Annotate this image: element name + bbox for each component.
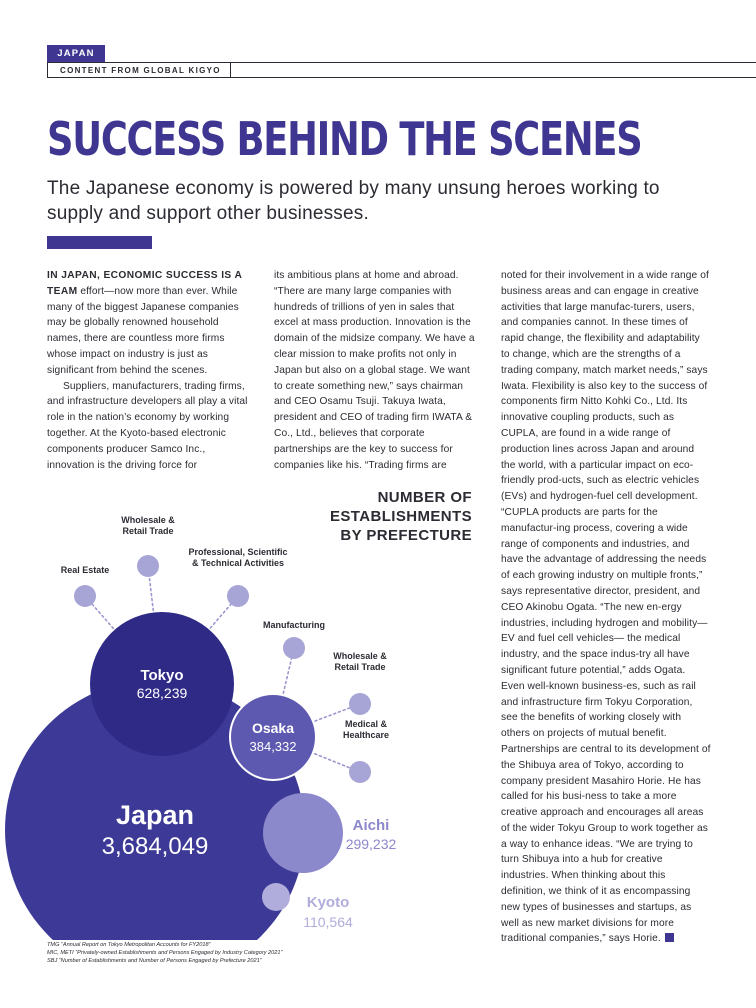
- bubble-label-osaka: Osaka: [251, 720, 295, 736]
- bubble-label-japan: Japan: [115, 800, 195, 830]
- end-mark: [665, 933, 674, 942]
- industry-label: Healthcare: [342, 730, 390, 740]
- paragraph-3: its ambitious plans at home and abroad. “There are many large companies with hundreds of trillions of yen in sales that excel at mass production. Innovation is the domain of the midsize company. We have a clear mission to make profits not only in Japan but also on a global stage. We want to create something new,” says chairman and CEO Osamu Tsuji. Takuya Iwata, president and CEO of trading firm IWATA & Co., Ltd., believes that corporate partnerships are the key to success for companies like his. “Trading firms are: [274, 270, 475, 471]
- footnote-1: TMG “Annual Report on Tokyo Metropolitan Accounts for FY2018”: [47, 942, 211, 948]
- footnotes: [47, 941, 367, 965]
- footnote-2: MIC, METI “Privately-owned Establishments and Persons Engaged by Industry Category 2021”: [47, 950, 283, 956]
- bubble-tokyo: [90, 612, 234, 756]
- bubble-label-tokyo: Tokyo: [140, 667, 184, 684]
- chart-title-line-2: ESTABLISHMENTS: [330, 508, 472, 525]
- bubble-kyoto: [262, 883, 290, 911]
- connector-line: [210, 604, 230, 628]
- industry-dot: [74, 585, 96, 607]
- bubble-label-aichi: Aichi: [352, 817, 390, 834]
- industry-label: & Technical Activities: [191, 558, 285, 568]
- industry-label: Professional, Scientific: [188, 547, 288, 557]
- lead-in: IN JAPAN, ECONOMIC SUCCESS IS A TEAM: [47, 270, 242, 297]
- bubble-chart: [0, 500, 490, 940]
- industry-label: Real Estate: [60, 565, 110, 575]
- industry-dot: [227, 585, 249, 607]
- bubble-value-tokyo: 628,239: [136, 685, 188, 701]
- page-title: SUCCESS BEHIND THE SCENES: [47, 112, 642, 166]
- connector-line: [315, 754, 350, 768]
- article-column-3: [501, 268, 711, 947]
- chart-title-line-3: BY PREFECTURE: [340, 527, 472, 544]
- accent-bar: [47, 236, 152, 249]
- bubble-value-kyoto: 110,564: [303, 914, 353, 930]
- paragraph-1: [47, 268, 252, 379]
- bubble-value-aichi: 299,232: [345, 836, 397, 852]
- industry-label: Medical &: [344, 719, 388, 729]
- chart-title-line-1: NUMBER OF: [377, 489, 472, 506]
- industry-dot: [137, 555, 159, 577]
- bubble-aichi: [263, 793, 343, 873]
- bubble-value-japan: 3,684,049: [101, 833, 209, 860]
- paragraph-2: Suppliers, manufacturers, trading firms, and infrastructure developers all play a vital role in the nation’s economy by working together. At the Kyoto-based electronic components producer Samco Inc., innovation is the driving force for: [47, 380, 248, 471]
- bubble-value-osaka: 384,332: [249, 739, 297, 754]
- industry-dot: [349, 761, 371, 783]
- industry-dot: [283, 637, 305, 659]
- header-rule-lower: [231, 77, 756, 78]
- industry-label: Wholesale &: [121, 515, 175, 525]
- connector-line: [92, 604, 113, 628]
- article-deck: The Japanese economy is powered by many unsung heroes working to supply and support other businesses.: [47, 178, 660, 224]
- article-column-2: [274, 268, 479, 473]
- section-tag: JAPAN: [47, 45, 105, 62]
- footnote-3: SBJ “Number of Establishments and Number of Persons Engaged by Prefecture 2021”: [47, 958, 262, 964]
- paragraph-4: [501, 268, 711, 947]
- bubble-label-kyoto: Kyoto: [306, 894, 350, 911]
- paragraph-1-text: effort—now more than ever. While many of the biggest Japanese companies may be globally renowned household names, there are countless more firms whose impact on industry is just as significant from behind the scenes.: [47, 285, 239, 376]
- connector-line: [283, 659, 291, 693]
- article-column-1: [47, 268, 252, 473]
- industry-label: Retail Trade: [122, 526, 174, 536]
- industry-label: Retail Trade: [334, 662, 386, 672]
- industry-label: Wholesale &: [333, 651, 387, 661]
- sponsor-label: CONTENT FROM GLOBAL KIGYO: [47, 62, 231, 78]
- industry-dot: [349, 693, 371, 715]
- connector-line: [149, 577, 153, 611]
- industry-label: Manufacturing: [263, 620, 325, 630]
- paragraph-4-text: noted for their involvement in a wide range of business areas and can engage in creative activities that large manufac-turers, users, and companies cannot. In these times of rapid change, the flexibility and adaptability to change, which are the strengths of a trading company, match market needs,” says Iwata. Flexibility is also key to the success of components firm Nitto Kohki Co., Ltd. Its innovative coupling products, such as CUPLA, are found in a wide range of production lines across Japan and around the world, with a particular impact on eco-friendly prod-ucts, such as electric vehicles (EVs) and hydrogen-fuel cell development. “CUPLA products are parts for the manufactur-ing process, covering a wide range of components and industries, and have the advantage of addressing the needs of each growing industry on multiple fronts,” says representative director, president, and CEO Akinobu Ogata. “The new en-ergy industries, including hydrogen and mobility— EV and fuel cell vehicles— the medical industry, and the space indus-try all have significant future potential,” adds Ogata. Even well-known business-es, such as rail and infrastructure firm Tokyu Corporation, see the benefits of working closely with others on projects of mutual benefit. Partnerships are central to its development of the Shibuya area of Tokyo, according to company president Masahiro Horie. He has called for his busi-ness to take a more creative approach and encourages all areas of the wider Tokyu Group to work together as a way to enhance ideas. “We are trying to turn Shibuya into a hub for creative industries. When thinking about this definition, we think of it as encompassing new types of businesses and startups, as well as new market divisions for more traditional companies,” says Horie.: [501, 270, 711, 945]
